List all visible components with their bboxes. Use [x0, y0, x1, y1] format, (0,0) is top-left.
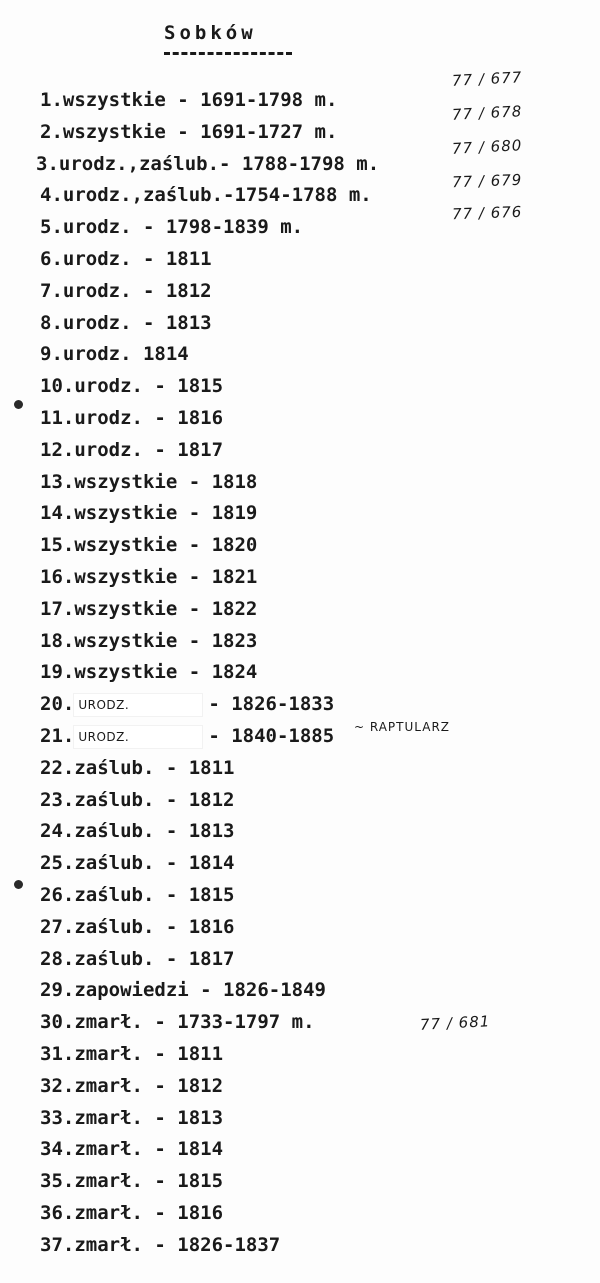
list-item: [40, 470, 257, 494]
handwritten-label: URODZ.: [78, 729, 130, 744]
entry-text: urodz. - 1811: [62, 248, 212, 270]
entry-number: 27.: [40, 915, 75, 938]
list-item: [40, 88, 337, 112]
list-item: [40, 851, 234, 875]
handwritten-label: URODZ.: [78, 697, 130, 712]
list-item: [40, 501, 257, 525]
entry-text: - 1840-1885: [208, 725, 335, 747]
list-item: [40, 947, 234, 971]
entry-number: 14.: [40, 502, 75, 525]
entry-text: urodz.,zaślub.-1754-1788 m.: [62, 184, 372, 207]
correction-whiteout: [74, 726, 202, 748]
entry-number: 17.: [40, 597, 75, 620]
title-underline: [164, 52, 292, 55]
entry-text: urodz. 1814: [62, 343, 189, 366]
entry-number: 33.: [40, 1106, 75, 1129]
list-item: [40, 724, 334, 748]
list-item: [40, 788, 234, 812]
entry-number: 8.: [40, 311, 63, 334]
entry-number: 28.: [40, 947, 75, 970]
list-item: [40, 756, 234, 780]
entry-number: 12.: [40, 438, 75, 461]
entry-text: zmarł. - 1826-1837: [74, 1233, 281, 1256]
list-item: [40, 1169, 223, 1193]
entry-text: urodz.,zaślub.- 1788-1798 m.: [58, 152, 380, 175]
list-item: [40, 1201, 223, 1225]
document-title: Sobków: [164, 22, 257, 44]
entry-number: 7.: [40, 279, 63, 302]
entry-text: zmarł. - 1816: [74, 1202, 224, 1224]
signature-3: 77 / 680: [451, 136, 523, 158]
entry-text: zaślub. - 1812: [74, 788, 235, 811]
entry-number: 9.: [40, 343, 63, 366]
entry-text: wszystkie - 1820: [74, 534, 258, 557]
entry-number: 18.: [40, 629, 75, 652]
entry-text: zmarł. - 1812: [74, 1074, 224, 1097]
entry-text: zaślub. - 1815: [74, 884, 235, 906]
entry-number: 32.: [40, 1074, 75, 1097]
entry-text: urodz. - 1817: [74, 438, 224, 461]
entry-text: zaślub. - 1817: [74, 947, 235, 970]
entry-number: 34.: [40, 1138, 75, 1161]
list-item: [40, 311, 212, 335]
entry-number: 35.: [40, 1170, 75, 1193]
list-item: [40, 915, 234, 939]
list-item: [40, 120, 337, 144]
entry-number: 11.: [40, 407, 75, 429]
list-item: [40, 978, 326, 1002]
entry-text: wszystkie - 1691-1727 m.: [62, 120, 338, 143]
entry-text: - 1826-1833: [208, 693, 335, 716]
raptularz-note: ~ RAPTULARZ: [354, 720, 451, 734]
entry-number: 10.: [40, 375, 75, 398]
list-item: [40, 883, 234, 907]
entry-text: zaślub. - 1813: [74, 820, 235, 843]
entry-number: 20.: [40, 693, 75, 716]
list-item: [40, 660, 257, 684]
entry-number: 15.: [40, 534, 75, 557]
entry-number: 23.: [40, 788, 75, 811]
entry-text: wszystkie - 1821: [74, 566, 258, 588]
list-item: [40, 406, 223, 430]
list-item: [40, 1042, 223, 1066]
entry-number: 31.: [40, 1043, 75, 1065]
list-item: [40, 183, 372, 207]
list-item: [40, 342, 189, 366]
entry-text: urodz. - 1816: [74, 407, 224, 429]
entry-number: 3.: [36, 152, 59, 175]
entry-text: wszystkie - 1818: [74, 470, 258, 493]
entry-text: zmarł. - 1813: [74, 1106, 224, 1129]
entry-text: urodz. - 1812: [62, 279, 212, 302]
signature-6: 77 / 681: [419, 1012, 491, 1034]
entry-number: 25.: [40, 852, 75, 875]
list-item: [40, 1137, 223, 1161]
entry-number: 19.: [40, 661, 75, 684]
entry-number: 21.: [40, 725, 75, 747]
entry-text: zmarł. - 1733-1797 m.: [74, 1011, 315, 1034]
entry-text: urodz. - 1815: [74, 375, 224, 398]
signature-5: 77 / 676: [451, 202, 523, 224]
entry-number: 24.: [40, 820, 75, 843]
entry-text: zmarł. - 1815: [74, 1170, 224, 1193]
entry-text: wszystkie - 1823: [74, 629, 258, 652]
list-item: [40, 533, 257, 557]
entry-text: zaślub. - 1811: [74, 756, 235, 779]
entry-number: 29.: [40, 979, 75, 1002]
list-item: [40, 629, 257, 653]
list-item: [40, 819, 234, 843]
entry-number: 26.: [40, 884, 75, 906]
entry-number: 4.: [40, 184, 63, 207]
punch-hole: [14, 880, 23, 889]
entry-text: zaślub. - 1816: [74, 915, 235, 938]
entry-text: wszystkie - 1822: [74, 597, 258, 620]
list-item: [36, 152, 379, 176]
entry-text: zmarł. - 1811: [74, 1043, 224, 1065]
list-item: [40, 247, 212, 271]
list-item: [40, 692, 334, 716]
list-item: [40, 1233, 280, 1257]
signature-4: 77 / 679: [451, 170, 523, 192]
entry-text: urodz. - 1798-1839 m.: [62, 216, 304, 239]
list-item: [40, 1106, 223, 1130]
entry-number: 36.: [40, 1202, 75, 1224]
list-item: [40, 438, 223, 462]
list-item: [40, 597, 257, 621]
entry-number: 6.: [40, 248, 63, 270]
entry-text: wszystkie - 1824: [74, 661, 258, 684]
punch-hole: [14, 400, 23, 409]
entry-number: 5.: [40, 216, 63, 239]
entry-text: wszystkie - 1819: [74, 502, 258, 525]
entry-number: 13.: [40, 470, 75, 493]
list-item: [40, 215, 303, 239]
signature-2: 77 / 678: [451, 102, 523, 124]
entry-number: 1.: [40, 89, 63, 111]
list-item: [40, 565, 257, 589]
list-item: [40, 1074, 223, 1098]
entry-text: zapowiedzi - 1826-1849: [74, 979, 326, 1002]
entry-text: wszystkie - 1691-1798 m.: [62, 89, 338, 111]
entry-text: zaślub. - 1814: [74, 852, 235, 875]
entry-number: 2.: [40, 120, 63, 143]
entry-number: 16.: [40, 566, 75, 588]
entry-number: 37.: [40, 1233, 75, 1256]
entry-number: 30.: [40, 1011, 75, 1034]
entry-text: urodz. - 1813: [62, 311, 212, 334]
list-item: [40, 279, 212, 303]
list-item: [40, 1010, 315, 1034]
entry-text: zmarł. - 1814: [74, 1138, 224, 1161]
list-item: [40, 374, 223, 398]
correction-whiteout: [74, 694, 202, 716]
entry-number: 22.: [40, 756, 75, 779]
signature-1: 77 / 677: [451, 68, 523, 90]
